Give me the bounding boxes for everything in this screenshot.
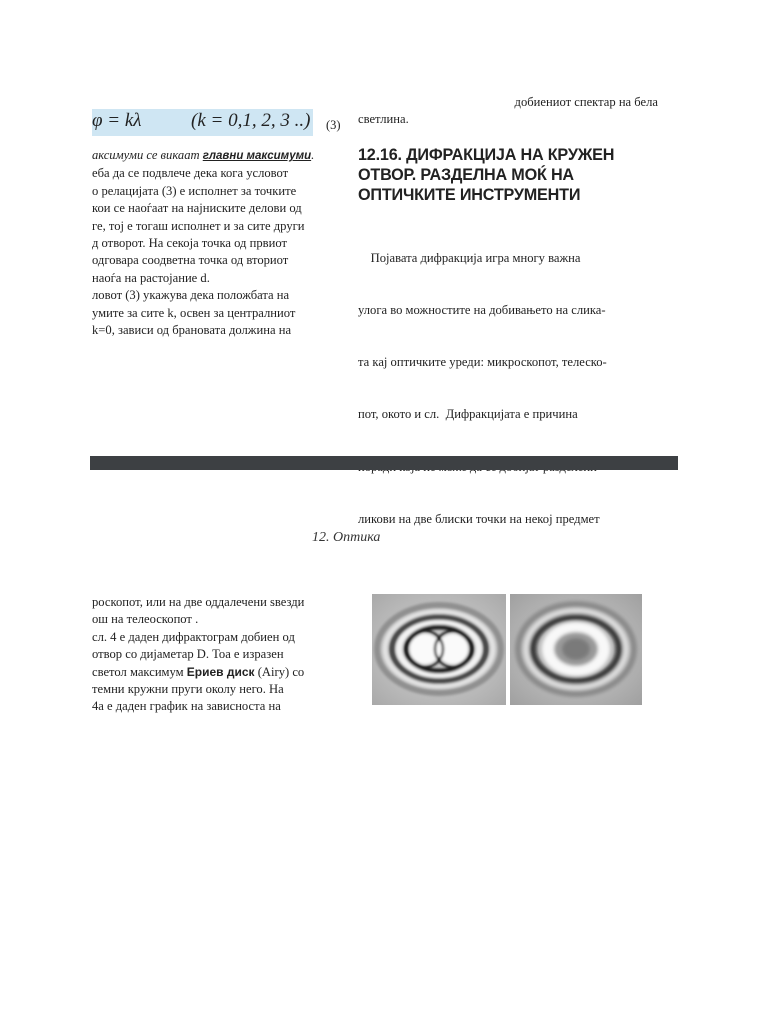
text-line: д отворот. На секоја точка од првиот [92,236,287,251]
text-line: наоѓа на растојание d. [92,270,210,285]
text-line: 4а е даден график на зависноста на [92,699,281,714]
double-airy-pattern-graphic [372,594,506,705]
section-heading: 12.16. ДИФРАКЦИЈА НА КРУЖЕН ОТВОР. РАЗДЕЛНА МОЌ НА ОПТИЧКИТЕ ИНСТРУМЕНТИ [358,146,615,204]
text-line: одговара соодветна точка од вториот [92,253,289,268]
text-line: ге, тој е тогаш исполнет и за сите други [92,218,305,233]
equation [92,110,310,132]
main-maxima-term: главни максимуми [202,150,312,162]
text-line: о релацијата (3) е исполнет за точките [92,183,297,198]
equation-formula: φ = kλ [92,110,142,131]
diffraction-image-merged-sources [510,594,642,705]
text-line: сл. 4 е даден дифрактограм добиен од [92,629,295,644]
text-line: светол максимум Ериев диск (Airy) со [92,664,305,679]
equation-condition: (k = 0,1, 2, 3 ..) [191,110,311,131]
text-line: отвор со дијаметар D. Тоа е изразен [92,647,284,662]
airy-disk-term: Ериев диск [186,664,255,679]
chapter-header: 12. Оптика [312,530,381,545]
text-line: умите за сите k, освен за централниот [92,305,296,320]
bottom-left-text [92,594,338,716]
equation-number: (3) [326,118,341,132]
text-line: k=0, зависи од брановата должина на [92,323,292,338]
right-top-line: светлина. [358,112,409,126]
text-line: ош на телеоскопот . [92,612,199,627]
right-top-line: добиениот спектар на бела [514,95,658,109]
merged-airy-pattern-graphic [510,594,642,705]
left-column-text [92,147,338,339]
text-line: аксимуми се викаат главни максимуми. [92,148,315,162]
text-line: темни кружни пруги околу него. На [92,682,284,697]
diffraction-image-two-sources [372,594,506,705]
right-paragraph: Појавата дифракција игра многу важна улога во можностите на добивањето на слика- та кај оптичките уреди: микроскопот, телеско- пот, окото и сл. Дифракцијата е причина ликови на две блиски точки на некој предмет [358,250,607,526]
text-line: кои се наоѓаат на најниските делови од [92,201,302,216]
text-line: роскопот, или на две оддалечени ѕвезди [92,595,305,609]
text-line: ловот (3) укажува дека положбата на [92,288,290,303]
page-divider [90,456,678,470]
text-line: еба да се подвлече дека кога условот [92,166,289,181]
